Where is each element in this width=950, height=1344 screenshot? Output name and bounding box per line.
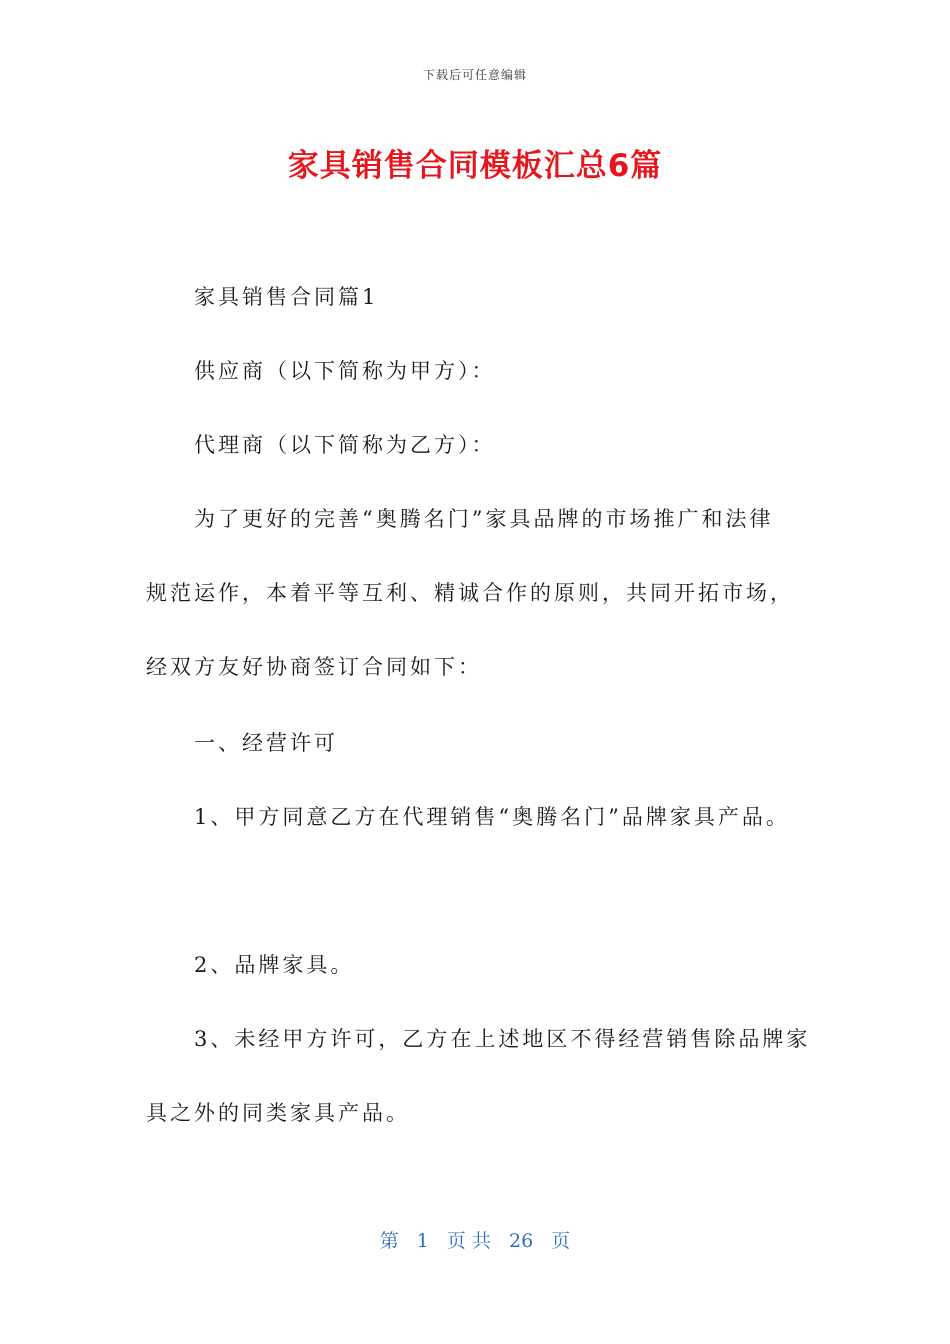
footer-middle: 页 共: [446, 1230, 491, 1252]
paragraph-line: 代理商（以下简称为乙方）：: [194, 433, 496, 457]
paragraph-clause-3: [146, 1002, 810, 1150]
paragraph-section-heading: [146, 260, 810, 334]
footer-total-pages: 26: [509, 1230, 534, 1252]
footer-page-number: 1: [416, 1230, 429, 1252]
paragraph-line: 为了更好的完善“奥腾名门”家具品牌的市场推广和法律: [194, 507, 774, 531]
paragraph-line: 规范运作，本着平等互利、精诚合作的原则，共同开拓市场，: [146, 581, 794, 605]
paragraph-clause-heading: [146, 706, 810, 780]
paragraph-preamble: [146, 482, 810, 704]
footer-suffix: 页: [551, 1230, 571, 1252]
footer-prefix: 第: [379, 1230, 399, 1252]
paragraph-supplier: [146, 334, 810, 408]
header-note: 下载后可任意编辑: [422, 68, 527, 82]
paragraph-line: 家具销售合同篇1: [194, 285, 379, 309]
paragraph-clause-2: [146, 928, 810, 1002]
paragraph-clause-1: [146, 780, 810, 854]
paragraph-line: 3、未经甲方许可，乙方在上述地区不得经营销售除品牌家: [194, 1027, 811, 1051]
paragraph-line: 具之外的同类家具产品。: [146, 1101, 410, 1125]
document-title: 家具销售合同模板汇总6篇: [287, 148, 663, 184]
paragraph-line: 1、甲方同意乙方在代理销售“奥腾名门”品牌家具产品。: [194, 805, 790, 829]
paragraph-line: 供应商（以下简称为甲方）：: [194, 359, 496, 383]
paragraph-line: 一、经营许可: [194, 731, 338, 755]
paragraph-agent: [146, 408, 810, 482]
paragraph-line: 经双方友好协商签订合同如下：: [146, 655, 482, 679]
paragraph-line: 2、品牌家具。: [194, 953, 355, 977]
page-footer: [0, 1226, 950, 1253]
